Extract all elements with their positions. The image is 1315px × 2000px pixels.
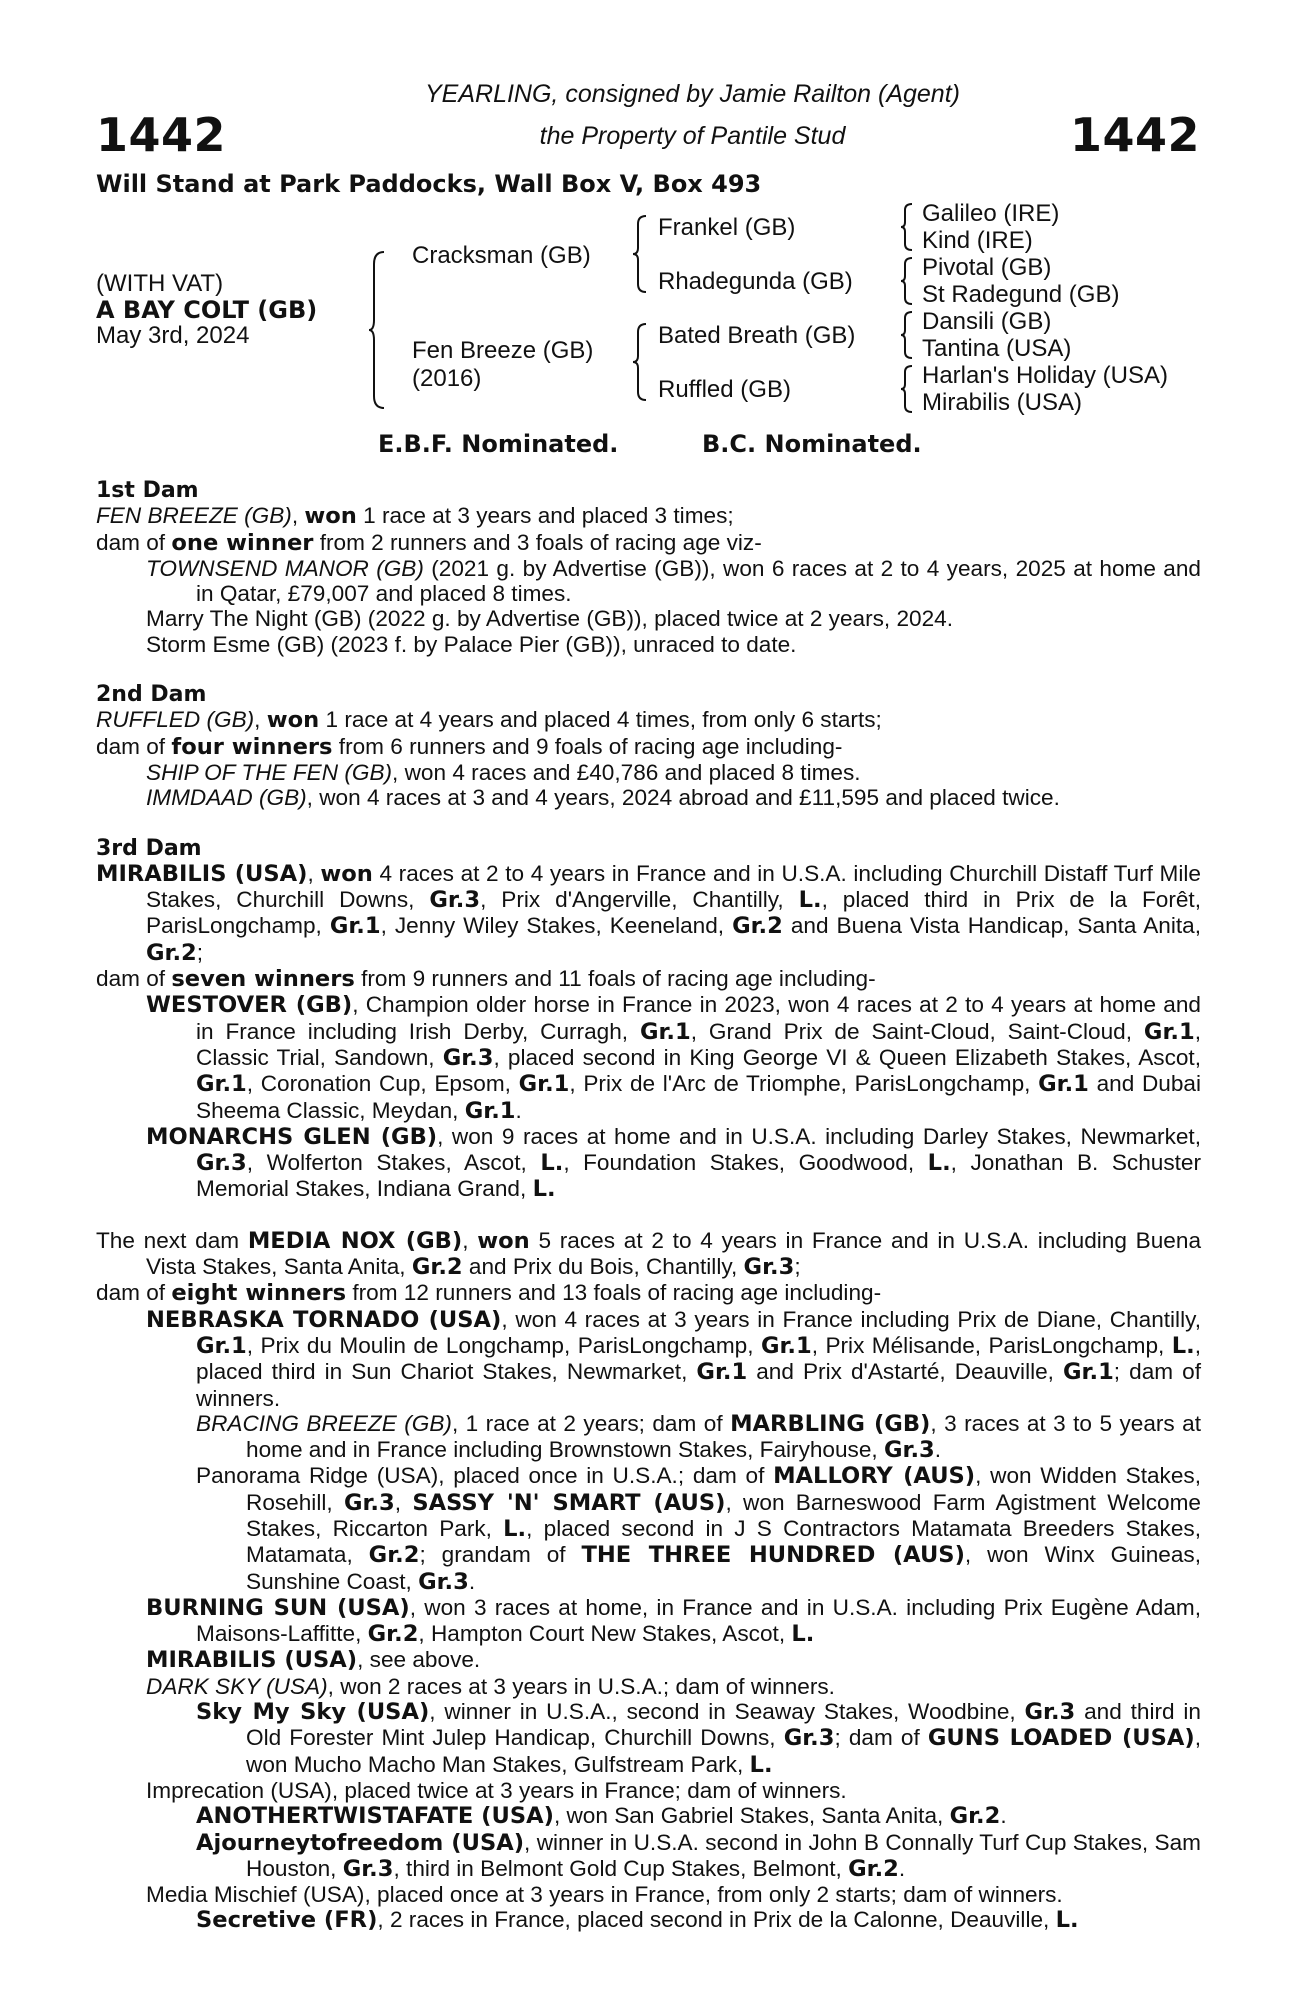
grandsire-4: Harlan's Holiday (USA) — [922, 362, 1168, 389]
dam-name: Fen Breeze (GB) — [412, 337, 594, 364]
g-brace-1 — [900, 202, 914, 252]
ebf-nomination: E.B.F. Nominated. — [378, 430, 619, 458]
third-dam-text: MIRABILIS (USA), won 4 races at 2 to 4 years in France and in U.S.A. including Churchill Distaff Turf Mile Stakes, Churchill Downs, Gr.3, Prix d'Angerville, Chantilly, L., placed third in Prix de la Forêt, ParisLongchamp, Gr.1, Jenny Wiley Stakes, Keeneland, Gr.2 and Buena Vista Handicap, Santa Anita, Gr.2; — [96, 860, 1202, 966]
second-dam-heading: 2nd Dam — [96, 682, 207, 708]
g-brace-2 — [900, 256, 914, 306]
first-dam-heading: 1st Dam — [96, 478, 199, 503]
bc-nomination: B.C. Nominated. — [702, 430, 922, 458]
horse-name: A BAY COLT (GB) — [96, 296, 318, 324]
lot-number-right: 1442 — [1069, 108, 1200, 162]
stand-location: Will Stand at Park Paddocks, Wall Box V, Box 493 — [96, 170, 762, 198]
dam-sire: Bated Breath (GB) — [658, 322, 856, 349]
pedigree-notes: 1st Dam FEN BREEZE (GB), won 1 race at 3 years and placed 3 times; dam of one winner from 2 runners and 3 foals of racing age viz- TOWNSEND MANOR (GB) (2021 g. by Advertise (GB)), won 6 races at 2 to 4 years, 2025 at home and in Qatar, £79,007 and placed 8 times. Marry The Night (GB) (2022 g. by Advertise (GB)), placed twice at 2 years, 2024. Storm Esme (GB) (2023 f. by Palace Pier (GB)), unraced to date. 2nd Dam RUFFLED (GB), won 1 race at 4 years and placed 4 times, from only 6 starts; dam of four winners from 6 runners and 9 foals of racing age including- SHIP OF THE FEN (GB), won 4 races and £40,786 and placed 8 times. IMMDAAD (GB), won 4 races at 3 and 4 years, 2024 abroad and £11,595 and placed twice. 3rd Dam MIRABILIS (USA), won 4 races at 2 to 4 years in France and in U.S.A. including Churchill Distaff Turf Mile Stakes, Churchill Downs, Gr.3, Prix d'Angerville, Chantilly, L., placed third in Prix de la Forêt, ParisLongchamp, Gr.1, Jenny Wiley Stakes, Keeneland, Gr.2 and Buena Vista Handicap, Santa Anita, Gr.2; dam of seven winners from 9 runners and 11 foals of racing age including- WESTOVER (GB), Champion older horse in France in 2023, won 4 races at 2 to 4 years at home and in France including Irish Derby, Curragh, Gr.1, Grand Prix de Saint-Cloud, Saint-Cloud, Gr.1, Classic Trial, Sandown, Gr.3, placed second in King George VI & Queen Elizabeth Stakes, Ascot, Gr.1, Coronation Cup, Epsom, Gr.1, Prix de l'Arc de Triomphe, ParisLongchamp, Gr.1 and Dubai Sheema Classic, Meydan, Gr.1. MONARCHS GLEN (GB), won 9 races at home and in U.S.A. including Darley Stakes, Newmarket, Gr.3, Wolferton Stakes, Ascot, L., Foundation Stakes, Goodwood, L., Jonathan B. Schuster Memorial Stakes, Indiana Grand, L. The next dam MEDIA NOX (GB), won 5 races at 2 to 4 years in France and in U.S.A. including Buena Vista Stakes, Santa Anita, Gr.2 and Prix du Bois, Chantilly, Gr.3; dam of eight winners from 12 runners and 13 foals of racing age including- NEBRASKA TORNADO (USA), won 4 races at 3 years in France including Prix de Diane, Chantilly, Gr.1, Prix du Moulin de Longchamp, ParisLongchamp, Gr.1, Prix Mélisande, ParisLongchamp, L., placed third in Sun Chariot Stakes, Newmarket, Gr.1 and Prix d'Astarté, Deauville, Gr.1; dam of winners. BRACING BREEZE (GB), 1 race at 2 years; dam of MARBLING (GB), 3 races at 3 to 5 years at home and in France including Brownstown Stakes, Fairyhouse, Gr.3. Panorama Ridge (USA), placed once in U.S.A.; dam of MALLORY (AUS), won Widden Stakes, Rosehill, Gr.3, SASSY 'N' SMART (AUS), won Barneswood Farm Agistment Welcome Stakes, Riccarton Park, L., placed second in J S Contractors Matamata Breeders Stakes, Matamata, Gr.2; grandam of THE THREE HUNDRED (AUS), won Winx Guineas, Sunshine Coast, Gr.3. BURNING SUN (USA), won 3 races at home, in France and in U.S.A. including Prix Eugène Adam, Maisons-Laffitte, Gr.2, Hampton Court New Stakes, Ascot, L. MIRABILIS (USA), see above. DARK SKY (USA), won 2 races at 3 years in U.S.A.; dam of winners. Sky My Sky (USA), winner in U.S.A., second in Seaway Stakes, Woodbine, Gr.3 and third in Old Forester Mint Julep Handicap, Churchill Downs, Gr.3; dam of GUNS LOADED (USA), won Mucho Macho Man Stakes, Gulfstream Park, L. Imprecation (USA), placed twice at 3 years in France; dam of winners. ANOTHERTWISTAFATE (USA), won San Gabriel Stakes, Santa Anita, Gr.2. Ajourneytofreedom (USA), winner in U.S.A. second in John B Connally Turf Cup Stakes, Sam Houston, Gr.3, third in Belmont Gold Cup Stakes, Belmont, Gr.2. Media Mischief (USA), placed once at 3 years in France, from only 2 starts; dam of winners. Secretive (FR), 2 races in France, placed second in Prix de la Calonne, Deauville, L. — [96, 478, 1202, 1934]
next-dam-text: The next dam MEDIA NOX (GB), won 5 races at 2 to 4 years in France and in U.S.A. including Buena Vista Stakes, Santa Anita, Gr.2 and Prix du Bois, Chantilly, Gr.3; — [96, 1227, 1202, 1281]
g-brace-4 — [900, 364, 914, 414]
first-dam-text: FEN BREEZE (GB), won 1 race at 3 years and placed 3 times; — [96, 503, 734, 530]
dam-year: (2016) — [412, 365, 482, 392]
sire-sire: Frankel (GB) — [658, 214, 796, 241]
grandsire-2: Pivotal (GB) — [922, 254, 1052, 281]
granddam-3: Tantina (USA) — [922, 335, 1072, 362]
vat-label: (WITH VAT) — [96, 270, 224, 297]
property-line: the Property of Pantile Stud — [539, 122, 846, 150]
sire-dam: Rhadegunda (GB) — [658, 268, 853, 295]
granddam-1: Kind (IRE) — [922, 227, 1033, 254]
horse-dob: May 3rd, 2024 — [96, 322, 250, 349]
second-dam-text: RUFFLED (GB), won 1 race at 4 years and placed 4 times, from only 6 starts; — [96, 707, 882, 734]
granddam-4: Mirabilis (USA) — [922, 389, 1083, 416]
granddam-2: St Radegund (GB) — [922, 281, 1120, 308]
g-brace-3 — [900, 310, 914, 360]
dam-line-brace — [632, 322, 648, 402]
pedigree-brace-main — [368, 250, 386, 410]
sire-name: Cracksman (GB) — [412, 242, 591, 269]
dam-dam: Ruffled (GB) — [658, 376, 791, 403]
sire-line-brace — [632, 214, 648, 294]
grandsire-3: Dansili (GB) — [922, 308, 1052, 335]
grandsire-1: Galileo (IRE) — [922, 200, 1060, 227]
consignor-line: YEARLING, consigned by Jamie Railton (Agent) — [425, 80, 960, 108]
lot-number-left: 1442 — [96, 108, 227, 162]
third-dam-heading: 3rd Dam — [96, 835, 202, 861]
